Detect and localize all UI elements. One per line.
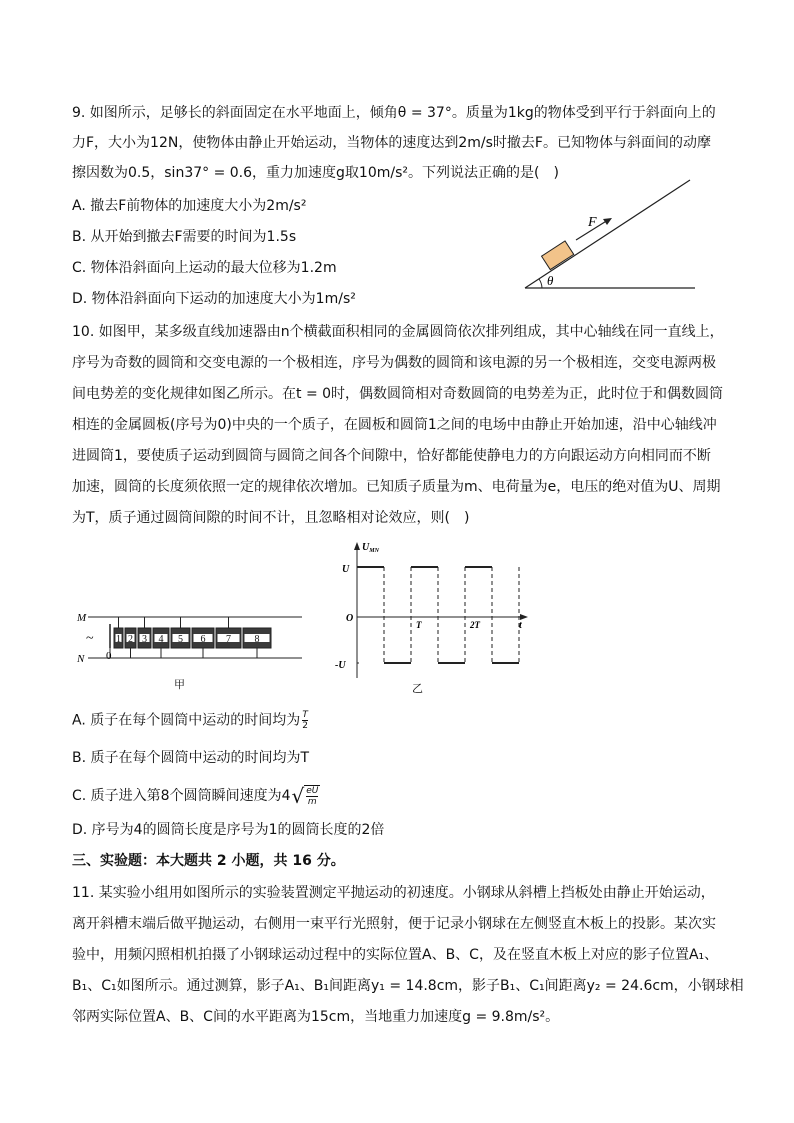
q10-option-a-text: A. 质子在每个圆筒中运动的时间均为 xyxy=(72,712,301,729)
caption-jia: 甲 xyxy=(174,678,185,691)
q10-option-a xyxy=(72,710,308,731)
voltage-graph xyxy=(332,540,532,690)
q9-option-b: B. 从开始到撤去F需要的时间为1.5s xyxy=(72,229,297,245)
tube-label-6: 6 xyxy=(200,634,206,645)
fraction-t-over-2 xyxy=(302,710,308,731)
force-arrowhead xyxy=(603,218,612,225)
q10-line-6: 加速，圆筒的长度须依照一定的规律依次增加。已知质子质量为m、电荷量为e，电压的绝对值为U、周期 xyxy=(72,479,721,495)
q10-line-1: 10. 如图甲，某多级直线加速器由n个横截面积相同的金属圆筒依次排列组成，其中心轴线在同一直线上， xyxy=(72,324,724,340)
tick-2t: 2T xyxy=(470,620,480,630)
accelerator-figure xyxy=(72,604,312,694)
label-zero: 0 xyxy=(106,650,112,662)
fraction-denominator: 2 xyxy=(302,721,308,731)
tube-label-5: 5 xyxy=(178,634,183,645)
sqrt-sign: √ xyxy=(291,784,305,808)
tube-label-8: 8 xyxy=(254,634,260,645)
block xyxy=(542,241,574,270)
sqrt-denominator: m xyxy=(307,797,317,807)
q10-line-2: 序号为奇数的圆筒和交变电源的一个极相连，序号为偶数的圆筒和该电源的另一个极相连，交变电源两极 xyxy=(72,355,716,371)
q10-option-b: B. 质子在每个圆筒中运动的时间均为T xyxy=(72,750,310,766)
angle-label: θ xyxy=(547,273,554,288)
fraction-numerator: T xyxy=(302,710,308,720)
tube-label-4: 4 xyxy=(158,634,164,645)
label-m: M xyxy=(77,612,87,624)
q9-line-1: 9. 如图所示，足够长的斜面固定在水平地面上，倾角θ = 37°。质量为1kg的物体受到平行于斜面向上的 xyxy=(72,105,716,121)
section-3-title: 三、实验题：本大题共 2 小题，共 16 分。 xyxy=(72,853,345,869)
tube-label-2: 2 xyxy=(128,634,133,645)
q10-option-c xyxy=(72,785,320,807)
y-axis-label: $U_{MN}$ xyxy=(362,542,379,554)
q11-line-2: 离开斜槽末端后做平抛运动，右侧用一束平行光照射，便于记录小钢球在左侧竖直木板上的投影。某次实 xyxy=(72,916,716,932)
label-n: N xyxy=(77,653,85,665)
tube-label-7: 7 xyxy=(226,634,231,645)
q11-line-5: 邻两实际位置A、B、C间的水平距离为15cm，当地重力加速度g = 9.8m/s²。 xyxy=(72,1009,560,1025)
x-axis-label: t xyxy=(519,620,522,631)
q11-line-3: 验中，用频闪照相机拍摄了小钢球运动过程中的实际位置A、B、C，及在竖直木板上对应的影子位置A₁、 xyxy=(72,947,719,963)
q9-option-c: C. 物体沿斜面向上运动的最大位移为1.2m xyxy=(72,260,337,276)
q9-option-a: A. 撤去F前物体的加速度大小为2m/s² xyxy=(72,198,307,214)
tube-group xyxy=(114,617,271,658)
q9-line-2: 力F，大小为12N，使物体由静止开始运动，当物体的速度达到2m/s时撤去F。已知物体与斜面间的动摩 xyxy=(72,135,711,151)
origin-label: O xyxy=(346,613,354,624)
sqrt-expression xyxy=(292,785,321,807)
q10-line-3: 间电势差的变化规律如图乙所示。在t = 0时，偶数圆筒相对奇数圆筒的电势差为正，此时位于和偶数圆筒 xyxy=(72,386,724,402)
q11-line-1: 11. 某实验小组用如图所示的实验装置测定平抛运动的初速度。小钢球从斜槽上挡板处由静止开始运动， xyxy=(72,885,715,901)
q10-line-5: 进圆筒1，要使质子运动到圆筒与圆筒之间各个间隙中，恰好都能使静电力的方向跟运动方向相同而不断 xyxy=(72,448,711,464)
q9-option-d: D. 物体沿斜面向下运动的加速度大小为1m/s² xyxy=(72,291,356,307)
q9-line-3: 擦因数为0.5，sin37° = 0.6，重力加速度g取10m/s²。下列说法正确的是( ) xyxy=(72,165,559,181)
q10-line-7: 为T，质子通过圆筒间隙的时间不计，且忽略相对论效应，则( ) xyxy=(72,510,470,526)
tube-label-3: 3 xyxy=(142,634,147,645)
pos-u-label: U xyxy=(342,564,350,575)
tube-label-1: 1 xyxy=(116,634,121,645)
force-label: F xyxy=(588,215,597,230)
y-axis-arrow xyxy=(354,542,360,550)
ac-source-symbol: ~ xyxy=(86,631,94,646)
q10-option-c-text: C. 质子进入第8个圆筒瞬间速度为4 xyxy=(72,788,291,804)
incline-figure xyxy=(520,176,700,294)
square-wave xyxy=(357,567,519,663)
tick-t: T xyxy=(416,620,422,630)
sqrt-fraction xyxy=(304,785,320,807)
sqrt-numerator: eU xyxy=(306,786,319,796)
incline-line xyxy=(525,180,690,288)
q10-line-4: 相连的金属圆板(序号为0)中央的一个质子，在圆板和圆筒1之间的电场中由静止开始加速，沿中心轴线冲 xyxy=(72,417,717,433)
caption-yi: 乙 xyxy=(412,682,423,695)
q11-line-4: B₁、C₁如图所示。通过测算，影子A₁、B₁间距离y₁ = 14.8cm，影子B₁、C₁间距离y₂ = 24.6cm，小钢球相 xyxy=(72,978,744,994)
neg-u-label: -U xyxy=(335,660,346,671)
q10-option-d: D. 序号为4的圆筒长度是序号为1的圆筒长度的2倍 xyxy=(72,822,385,838)
angle-arc xyxy=(539,279,542,288)
